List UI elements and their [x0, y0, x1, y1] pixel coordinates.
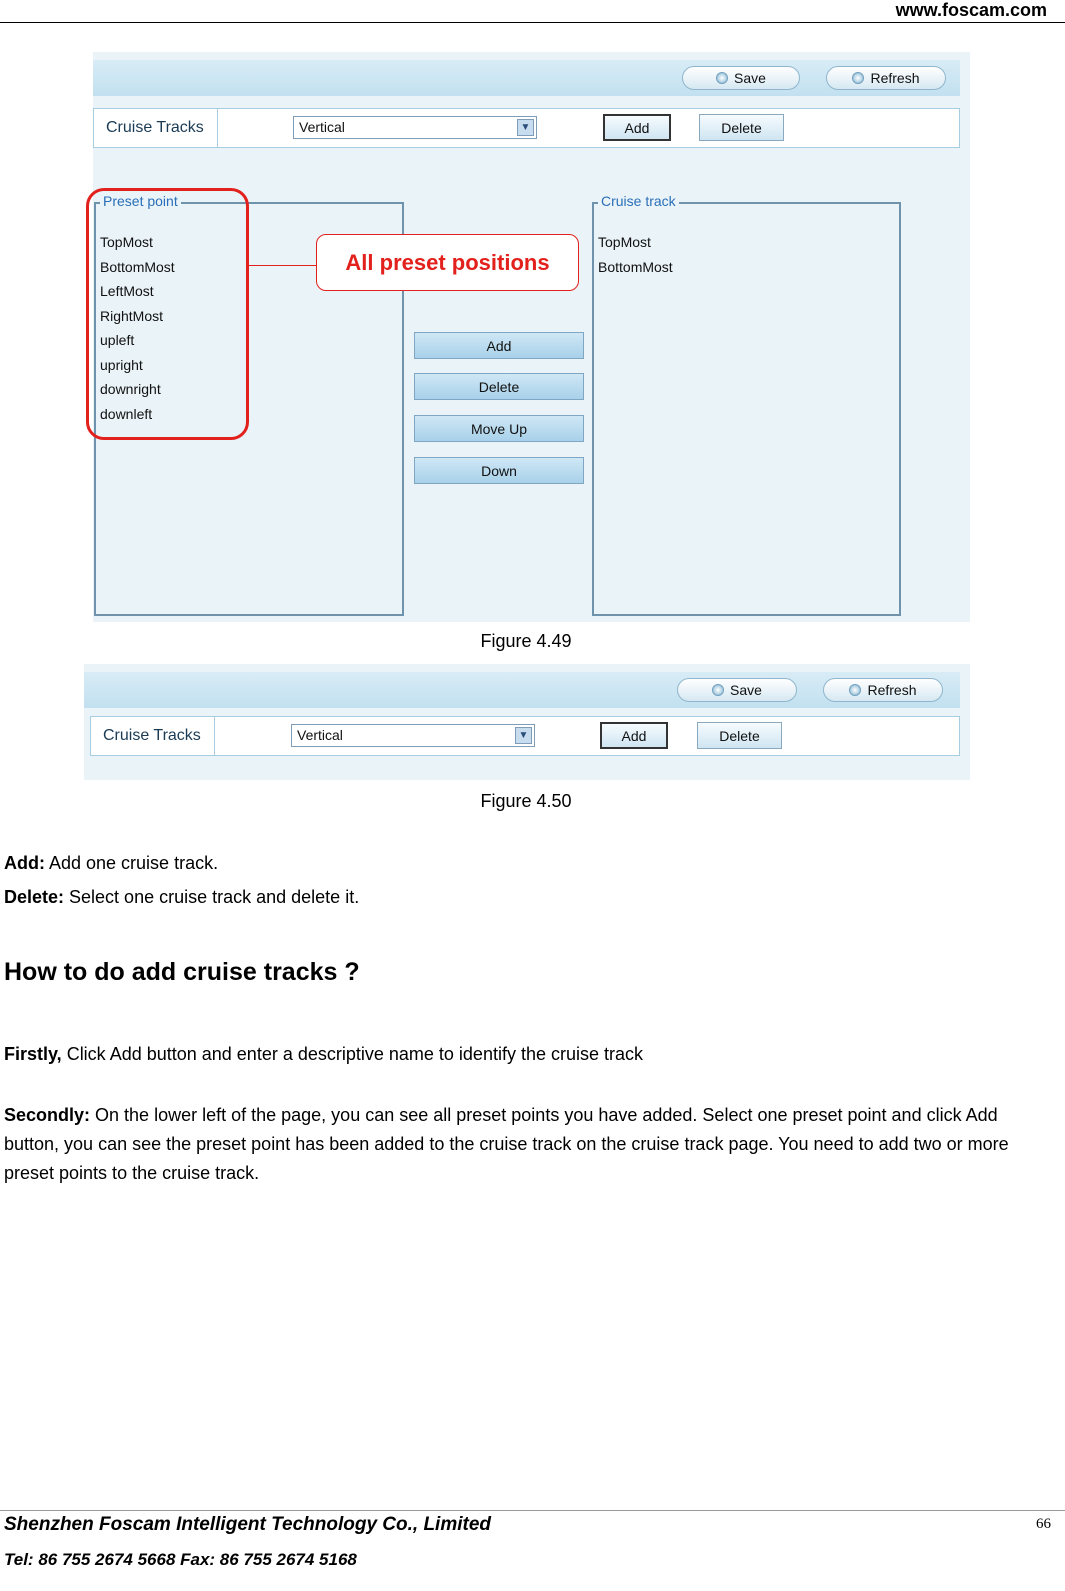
cruise-track-items	[598, 230, 673, 279]
move-up-button[interactable]: Move Up	[414, 415, 584, 442]
secondly-text: On the lower left of the page, you can see all preset points you have added. Select one preset point and click Add button, you can see the preset point has been added to the cruise track on the cruise track page. You need to add two or more preset points to the cruise track.	[4, 1105, 1009, 1183]
list-item[interactable]: RightMost	[100, 307, 164, 324]
refresh-icon	[849, 684, 861, 696]
figure-4-50-screenshot	[84, 664, 970, 780]
list-item[interactable]: LeftMost	[100, 283, 154, 299]
add-text: Add one cruise track.	[44, 853, 219, 873]
cruise-tracks-label: Cruise Tracks	[91, 717, 215, 755]
list-item[interactable]: upleft	[100, 332, 135, 348]
delete-preset-button[interactable]: Delete	[414, 373, 584, 400]
list-item[interactable]: BottomMost	[598, 258, 673, 275]
firstly-paragraph	[4, 1040, 1054, 1069]
footer-rule	[0, 1510, 1065, 1511]
add-preset-button[interactable]: Add	[414, 332, 584, 359]
footer-contact: Tel: 86 755 2674 5668 Fax: 86 755 2674 5168	[4, 1550, 357, 1569]
header-url: www.foscam.com	[895, 0, 1047, 20]
highlight-box	[86, 188, 249, 440]
firstly-text: Click Add button and enter a descriptive name to identify the cruise track	[61, 1044, 643, 1064]
save-icon	[716, 72, 728, 84]
list-item[interactable]: downleft	[100, 405, 153, 422]
callout-connector	[249, 265, 316, 266]
header-rule	[0, 22, 1065, 23]
figure-4-49-caption: Figure 4.49	[480, 631, 572, 651]
delete-track-button[interactable]: Delete	[699, 114, 784, 141]
secondly-term: Secondly:	[4, 1105, 91, 1125]
cruise-track-select[interactable]: Vertical ▼	[293, 116, 537, 139]
cruise-track-list[interactable]	[592, 193, 901, 616]
add-track-button[interactable]: Add	[600, 722, 668, 749]
refresh-icon	[852, 72, 864, 84]
delete-description	[4, 883, 1054, 912]
footer-company: Shenzhen Foscam Intelligent Technology Co., Limited	[4, 1514, 492, 1535]
figure-4-50-caption: Figure 4.50	[480, 791, 572, 811]
list-item[interactable]: downright	[100, 381, 161, 397]
cruise-tracks-row	[93, 108, 960, 148]
cruise-tracks-row	[90, 716, 960, 756]
add-track-button[interactable]: Add	[603, 114, 671, 141]
chevron-down-icon: ▼	[517, 119, 534, 136]
preset-point-legend: Preset point	[100, 193, 181, 209]
toolbar	[84, 672, 960, 708]
callout-all-preset-positions: All preset positions	[316, 234, 579, 291]
cruise-track-legend: Cruise track	[598, 193, 679, 209]
section-heading: How to do add cruise tracks ?	[4, 958, 360, 986]
save-button[interactable]: Save	[682, 66, 800, 90]
delete-text: Select one cruise track and delete it.	[64, 887, 360, 907]
save-button[interactable]: Save	[677, 678, 797, 702]
delete-term: Delete:	[4, 887, 65, 907]
cruise-track-select[interactable]: Vertical ▼	[291, 724, 535, 747]
list-item[interactable]: BottomMost	[100, 258, 175, 275]
toolbar	[93, 60, 960, 96]
list-item[interactable]: TopMost	[100, 234, 153, 250]
move-down-button[interactable]: Down	[414, 457, 584, 484]
chevron-down-icon: ▼	[515, 727, 532, 744]
firstly-term: Firstly,	[4, 1044, 62, 1064]
save-icon	[712, 684, 724, 696]
add-term: Add:	[4, 853, 45, 873]
cruise-tracks-label: Cruise Tracks	[94, 109, 218, 147]
list-item[interactable]: TopMost	[598, 234, 651, 250]
secondly-paragraph	[4, 1101, 1054, 1188]
add-description	[4, 849, 1054, 878]
page-number: 66	[1036, 1516, 1051, 1532]
refresh-button[interactable]: Refresh	[826, 66, 946, 90]
delete-track-button[interactable]: Delete	[697, 722, 782, 749]
refresh-button[interactable]: Refresh	[823, 678, 943, 702]
list-item[interactable]: upright	[100, 356, 143, 373]
